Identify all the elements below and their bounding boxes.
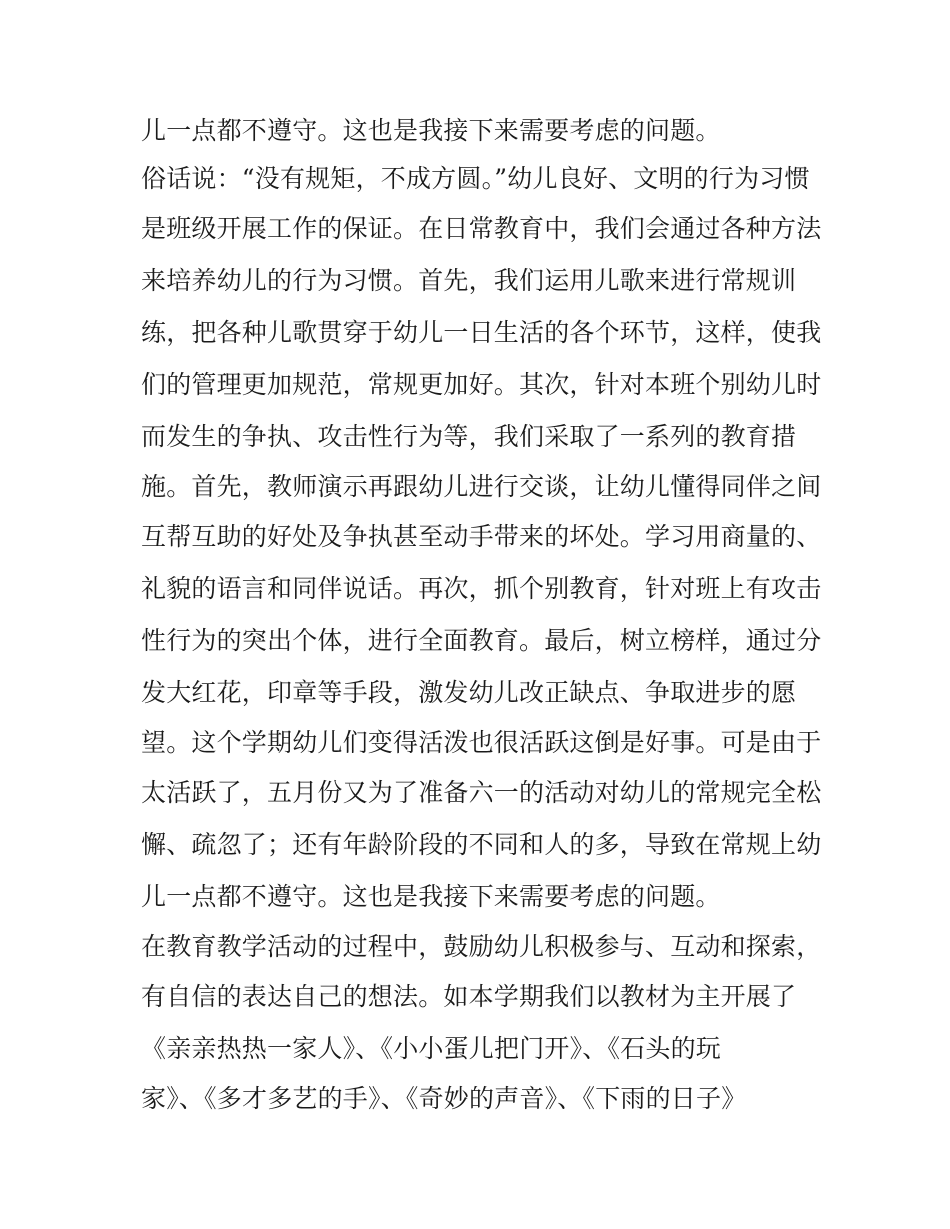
text-line: 施。首先，教师演示再跟幼儿进行交谈，让幼儿懂得同伴之间	[141, 472, 822, 501]
text-line: 太活跃了，五月份又为了准备六一的活动对幼儿的常规完全松	[141, 778, 822, 807]
text-line: 在教育教学活动的过程中，鼓励幼儿积极参与、互动和探索，	[141, 932, 822, 961]
text-line: 俗话说：“没有规矩，不成方圆。”幼儿良好、文明的行为习惯	[141, 164, 810, 193]
text-line: 家》、《多才多艺的手》、《奇妙的声音》、《下雨的日子》	[141, 1084, 747, 1113]
text-line: 懈、疏忽了；还有年龄阶段的不同和人的多，导致在常规上幼	[141, 830, 822, 859]
text-line: 性行为的突出个体，进行全面教育。最后，树立榜样，通过分	[141, 626, 822, 655]
text-line: 《亲亲热热一家人》、《小小蛋儿把门开》、《石头的玩	[141, 1034, 722, 1063]
text-line: 是班级开展工作的保证。在日常教育中，我们会通过各种方法	[141, 214, 822, 243]
text-line: 儿一点都不遵守。这也是我接下来需要考虑的问题。	[141, 116, 721, 145]
text-line: 互帮互助的好处及争执甚至动手带来的坏处。学习用商量的、	[141, 522, 822, 551]
text-line: 而发生的争执、攻击性行为等，我们采取了一系列的教育措	[141, 422, 797, 451]
text-line: 练，把各种儿歌贯穿于幼儿一日生活的各个环节，这样，使我	[141, 318, 822, 347]
text-line: 发大红花，印章等手段，激发幼儿改正缺点、争取进步的愿	[141, 678, 797, 707]
text-line: 们的管理更加规范，常规更加好。其次，针对本班个别幼儿时	[141, 370, 822, 399]
text-line: 有自信的表达自己的想法。如本学期我们以教材为主开展了	[141, 982, 797, 1011]
text-line: 来培养幼儿的行为习惯。首先，我们运用儿歌来进行常规训	[141, 266, 797, 295]
text-line: 礼貌的语言和同伴说话。再次，抓个别教育，针对班上有攻击	[141, 574, 822, 603]
text-line: 儿一点都不遵守。这也是我接下来需要考虑的问题。	[141, 882, 721, 911]
text-line: 望。这个学期幼儿们变得活泼也很活跃这倒是好事。可是由于	[141, 728, 822, 757]
